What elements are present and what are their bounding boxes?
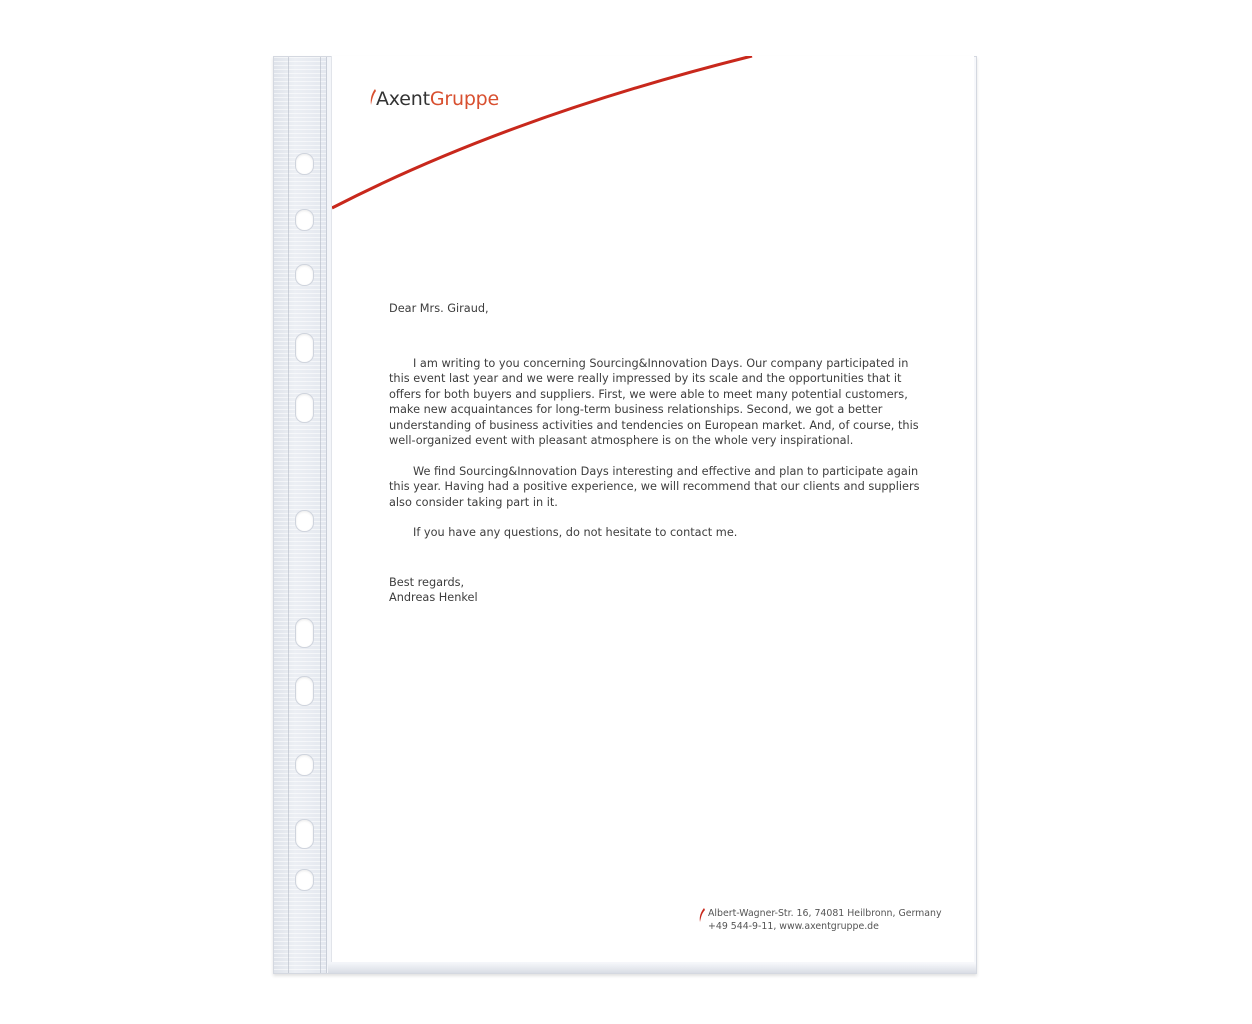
punch-hole bbox=[295, 333, 314, 363]
closing: Best regards, bbox=[389, 575, 465, 589]
punch-hole bbox=[295, 510, 314, 532]
strip-seam bbox=[320, 57, 321, 973]
punch-hole bbox=[295, 754, 314, 776]
footer-flame-icon bbox=[699, 908, 705, 922]
punched-binding-strip bbox=[274, 57, 327, 973]
punch-hole bbox=[295, 393, 314, 423]
punch-hole bbox=[295, 676, 314, 706]
letter-page bbox=[331, 56, 974, 962]
logo-text-gruppe: Gruppe bbox=[429, 88, 500, 110]
salutation: Dear Mrs. Giraud, bbox=[389, 302, 489, 315]
letterhead-swoosh bbox=[332, 56, 974, 216]
paragraph: If you have any questions, do not hesitate to contact me. bbox=[413, 526, 738, 539]
punch-hole bbox=[295, 209, 314, 231]
letter-body bbox=[389, 301, 929, 606]
punch-hole bbox=[295, 819, 314, 849]
punch-hole bbox=[295, 153, 314, 175]
strip-seam bbox=[288, 57, 289, 973]
letter-footer bbox=[708, 907, 942, 933]
paragraph: I am writing to you concerning Sourcing&Innovation Days. Our company participated in this event last year and we were really impressed by its scale and the opportunities that it offers for both buyers and suppliers. First, we were able to meet many potential customers, make new acquaintances for long-term business relationships. Second, we got a better understanding of business activities and tendencies on European market. And, of course, this well-organized event with pleasant atmosphere is on the whole very inspirational. bbox=[389, 356, 919, 447]
punch-hole bbox=[295, 869, 314, 891]
punch-hole bbox=[295, 618, 314, 648]
punch-hole bbox=[295, 264, 314, 286]
signature-name: Andreas Henkel bbox=[389, 591, 478, 604]
footer-contact: +49 544-9-11, www.axentgruppe.de bbox=[708, 921, 879, 932]
footer-address: Albert-Wagner-Str. 16, 74081 Heilbronn, Germany bbox=[708, 908, 942, 919]
company-logo bbox=[370, 88, 499, 110]
logo-text-axent: Axent bbox=[376, 88, 430, 110]
paragraph: We find Sourcing&Innovation Days interesting and effective and plan to participate again this year. Having had a positive experience, we will recommend that our clients and suppliers also consider taking part in it. bbox=[389, 464, 920, 509]
